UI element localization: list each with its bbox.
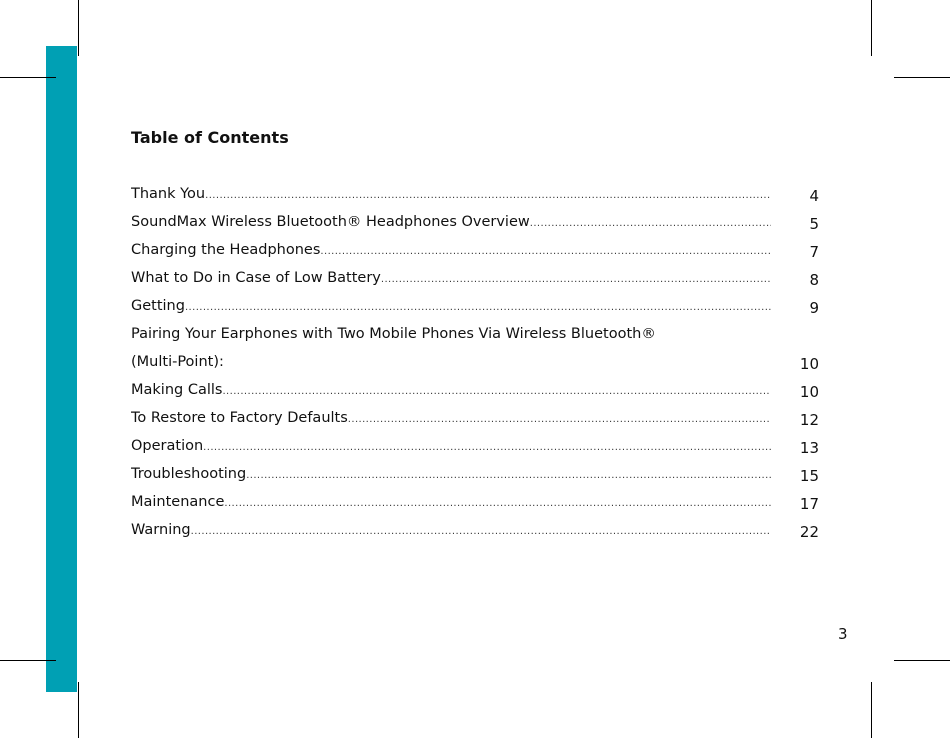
toc-dot-leader bbox=[348, 406, 771, 434]
crop-mark-top-left-horizontal bbox=[0, 77, 56, 78]
toc-entry-label: Charging the Headphones bbox=[131, 242, 321, 258]
toc-entry-line bbox=[131, 516, 771, 546]
toc-entry-page-number: 12 bbox=[799, 411, 819, 429]
toc-entry[interactable] bbox=[131, 348, 821, 376]
crop-mark-top-right-vertical bbox=[871, 0, 872, 56]
toc-entry-label: Operation bbox=[131, 438, 204, 454]
toc-entry-label: Pairing Your Earphones with Two Mobile Phones Via Wireless Bluetooth® bbox=[131, 326, 656, 342]
toc-entry-page-number: 5 bbox=[809, 215, 819, 233]
toc-entry-label: (Multi-Point): bbox=[131, 354, 224, 370]
toc-dot-leader bbox=[185, 294, 771, 322]
toc-entry-page-number: 7 bbox=[809, 243, 819, 261]
toc-dot-leader bbox=[320, 238, 771, 266]
toc-entry-page-number: 8 bbox=[809, 271, 819, 289]
toc-dot-leader bbox=[203, 434, 771, 462]
toc-entry-label: What to Do in Case of Low Battery bbox=[131, 270, 381, 286]
crop-mark-bottom-right-horizontal bbox=[894, 660, 950, 661]
toc-dot-leader bbox=[191, 518, 771, 546]
toc-entry-label: Getting bbox=[131, 298, 185, 314]
toc-entry[interactable] bbox=[131, 264, 821, 292]
crop-mark-bottom-right-vertical bbox=[871, 682, 872, 738]
toc-entry-line bbox=[131, 292, 771, 322]
toc-entry[interactable] bbox=[131, 180, 821, 208]
toc-entry-page-number: 4 bbox=[809, 187, 819, 205]
toc-entry-label: To Restore to Factory Defaults bbox=[131, 410, 348, 426]
toc-entry-label: SoundMax Wireless Bluetooth® Headphones Overview bbox=[131, 214, 530, 230]
toc-entry-label: Warning bbox=[131, 522, 191, 538]
toc-entry-line bbox=[131, 460, 771, 490]
crop-mark-bottom-left-vertical bbox=[78, 682, 79, 738]
toc-entry[interactable] bbox=[131, 320, 821, 348]
accent-bar bbox=[46, 46, 77, 692]
toc-entry[interactable] bbox=[131, 460, 821, 488]
toc-entry-line bbox=[131, 208, 771, 238]
toc-dot-leader bbox=[205, 182, 771, 210]
toc-entry-page-number: 17 bbox=[799, 495, 819, 513]
toc-entry-page-number: 13 bbox=[799, 439, 819, 457]
toc-entry[interactable] bbox=[131, 376, 821, 404]
toc-entry-line bbox=[131, 264, 771, 294]
toc-title: Table of Contents bbox=[131, 128, 289, 147]
toc-entry-page-number: 10 bbox=[799, 383, 819, 401]
toc-entry-label: Making Calls bbox=[131, 382, 223, 398]
toc-entry-line bbox=[131, 488, 771, 518]
toc-dot-leader bbox=[381, 266, 771, 294]
toc-entry-line bbox=[131, 432, 771, 462]
toc-entry[interactable] bbox=[131, 236, 821, 264]
toc-entry-line bbox=[131, 376, 771, 406]
toc-entry[interactable] bbox=[131, 432, 821, 460]
crop-mark-top-right-horizontal bbox=[894, 77, 950, 78]
toc-entry-line bbox=[131, 236, 771, 266]
toc-dot-leader bbox=[246, 462, 771, 490]
toc-entry-line bbox=[131, 320, 771, 348]
toc-entry-line bbox=[131, 404, 771, 434]
toc-entry-label: Thank You bbox=[131, 186, 206, 202]
toc-entry-page-number: 22 bbox=[799, 523, 819, 541]
toc-entry[interactable] bbox=[131, 404, 821, 432]
toc-entry-page-number: 9 bbox=[809, 299, 819, 317]
crop-mark-bottom-left-horizontal bbox=[0, 660, 56, 661]
toc-entry-page-number: 10 bbox=[799, 355, 819, 373]
toc-dot-leader bbox=[530, 210, 771, 238]
toc-entry[interactable] bbox=[131, 292, 821, 320]
toc-entry[interactable] bbox=[131, 208, 821, 236]
toc-dot-leader bbox=[222, 378, 771, 406]
toc-entry[interactable] bbox=[131, 516, 821, 544]
toc-entry[interactable] bbox=[131, 488, 821, 516]
toc-dot-leader bbox=[224, 490, 771, 518]
page-number: 3 bbox=[838, 625, 848, 643]
toc-entry-line bbox=[131, 180, 771, 210]
toc-entry-page-number: 15 bbox=[799, 467, 819, 485]
toc-entry-label: Troubleshooting bbox=[131, 466, 247, 482]
crop-mark-top-left-vertical bbox=[78, 0, 79, 56]
toc-entry-label: Maintenance bbox=[131, 494, 225, 510]
toc-list bbox=[131, 180, 821, 544]
toc-entry-line bbox=[131, 348, 771, 376]
